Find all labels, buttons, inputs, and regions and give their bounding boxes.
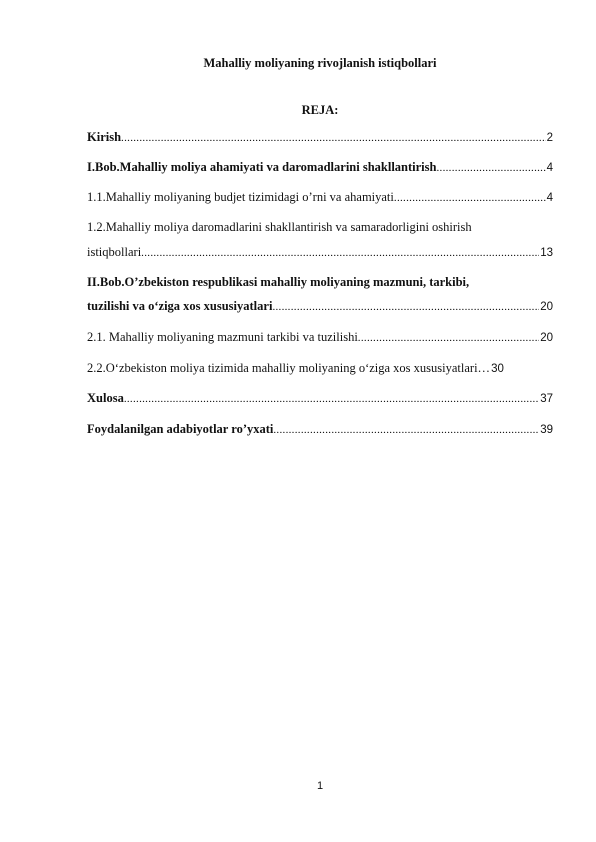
plan-heading: REJA: [301,103,339,117]
toc-entry-title: Kirish [87,130,122,144]
toc-entry-title: 2.2.O‘zbekiston moliya tizimida mahalliy moliyaning o‘ziga xos xususiyatlari… [87,361,491,375]
toc-dot-leader [141,247,539,259]
toc-entry-1-1[interactable] [87,190,553,206]
toc-entry-page: 2 [546,132,553,144]
toc-entry-title: 1.1.Mahalliy moliyaning budjet tizimidagi o’rni va ahamiyati [87,190,394,204]
toc-entry-page: 4 [546,192,553,204]
toc-entry-page: 20 [540,332,553,344]
footer-page-number: 1 [316,780,324,792]
toc-entry-adabiyot[interactable] [87,422,553,438]
toc-entry-bob2[interactable] [87,299,553,315]
toc-entry-xulosa[interactable] [87,391,553,407]
toc-entry-2-1[interactable] [87,330,553,346]
toc-entry-page: 37 [540,393,553,405]
toc-entry-1-2[interactable] [87,245,553,261]
toc-entry-kirish[interactable] [87,130,553,146]
toc-dot-leader [358,332,539,344]
toc-entry-2-2[interactable] [87,361,553,377]
toc-dot-leader [124,393,539,405]
toc-entry-page: 39 [540,424,553,436]
toc-dot-leader [273,424,539,436]
toc-entry-page: 30 [491,363,504,375]
toc-dot-leader [394,192,546,204]
toc-entry-page: 13 [540,247,553,259]
toc-dot-leader [436,162,545,174]
toc-entry-page: 20 [540,301,553,313]
toc-entry-title: Xulosa [87,391,124,405]
document-title: Mahalliy moliyaning rivojlanish istiqbollari [203,56,437,70]
toc-dot-leader [272,301,539,313]
toc-entry-title: istiqbollari [87,245,142,259]
toc-entry-title: Foydalanilgan adabiyotlar ro’yxati [87,422,274,436]
toc-entry-page: 4 [546,162,553,174]
toc-entry-title: I.Bob.Mahalliy moliya ahamiyati va daromadlarini shakllantirish [87,160,437,174]
toc-dot-leader [121,132,546,144]
toc-entry-title: 2.1. Mahalliy moliyaning mazmuni tarkibi va tuzilishi [87,330,358,344]
toc-entry-title: tuzilishi va o‘ziga xos xususiyatlari [87,299,273,313]
toc-entry-bob2-line1[interactable]: II.Bob.O’zbekiston respublikasi mahalliy moliyaning mazmuni, tarkibi, [87,275,470,289]
toc-entry-1-2-line1[interactable]: 1.2.Mahalliy moliya daromadlarini shakllantirish va samaradorligini oshirish [87,220,472,234]
toc-entry-bob1[interactable] [87,160,553,176]
